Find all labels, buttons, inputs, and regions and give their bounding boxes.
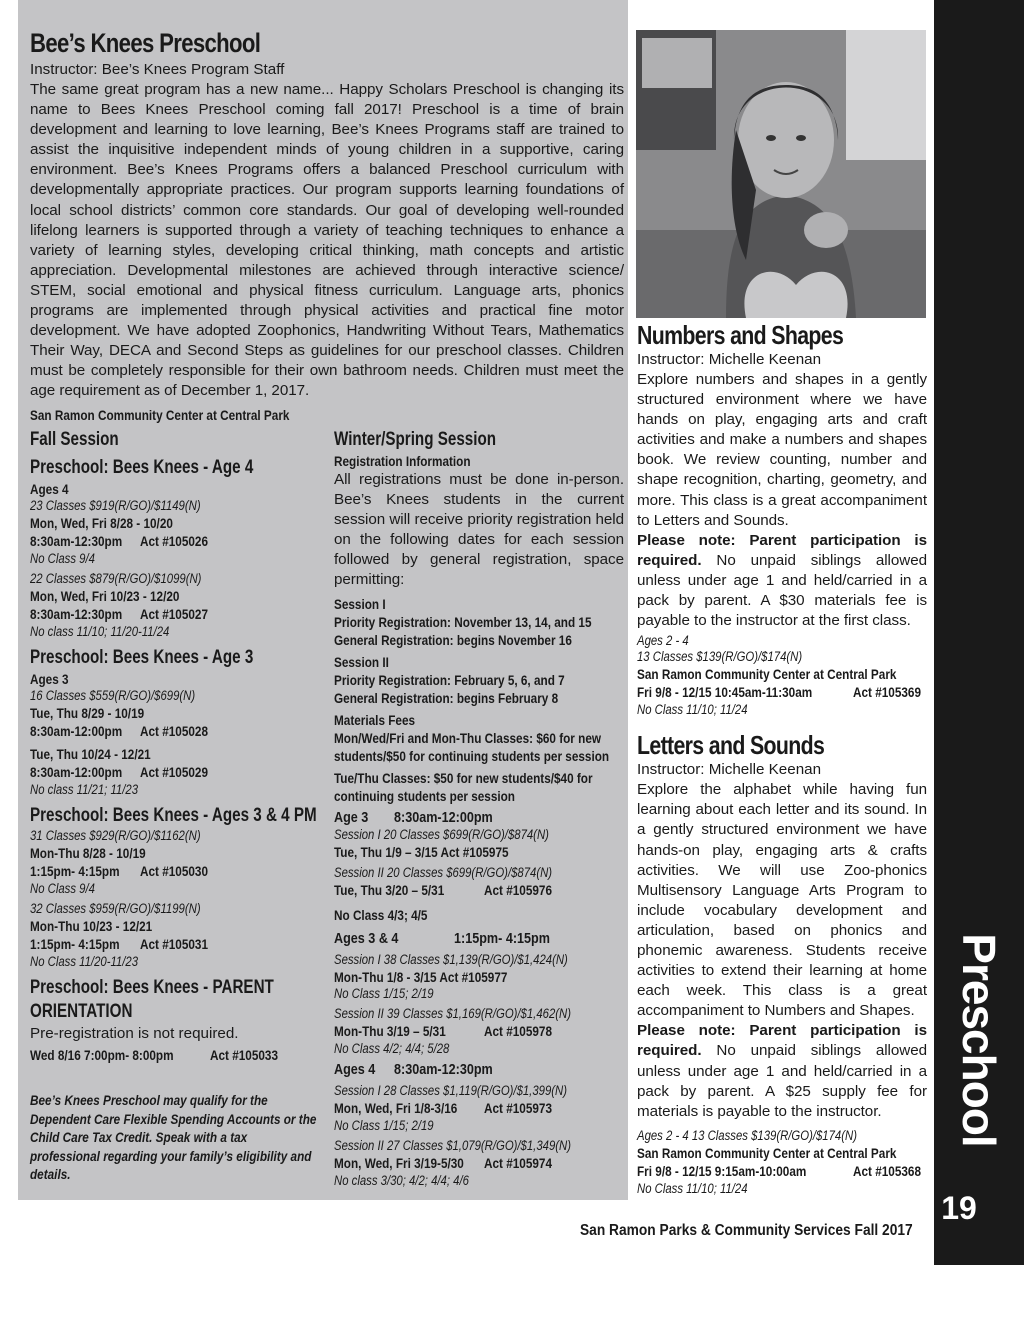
letters-no-class: No Class 11/10; 11/24 xyxy=(637,1180,748,1196)
page-number: 19 xyxy=(941,1190,977,1226)
w-age34-s2-classes: Session II 39 Classes $1,169(R/GO)/$1,462(N) xyxy=(334,1005,571,1021)
w-age3-s2-row xyxy=(334,881,624,900)
age34pm-s2-days: Mon-Thu 10/23 - 12/21 xyxy=(30,918,153,934)
letters-ages-classes: Ages 2 - 4 13 Classes $139(R/GO)/$174(N) xyxy=(637,1127,857,1143)
w-age4-s1-note: No Class 1/15; 2/19 xyxy=(334,1117,434,1133)
age3-s1-time: 8:30am-12:00pm xyxy=(30,723,123,739)
age4-s1-days: Mon, Wed, Fri 8/28 - 10/20 xyxy=(30,515,173,531)
age34pm-s2-act: Act #105031 xyxy=(140,936,209,952)
w-age3-s1-classes: Session I 20 Classes $699(R/GO)/$874(N) xyxy=(334,826,549,842)
letters-instructor: Instructor: Michelle Keenan xyxy=(637,761,822,779)
numbers-location: San Ramon Community Center at Central Park xyxy=(637,666,897,683)
fees-tt-2: continuing students per session xyxy=(334,787,515,804)
w-age34-time: 1:15pm- 4:15pm xyxy=(454,929,550,947)
letters-act: Act #105368 xyxy=(853,1162,922,1179)
orientation-note: Pre-registration is not required. xyxy=(30,1025,239,1042)
w-age3-time: 8:30am-12:00pm xyxy=(394,808,493,826)
main-instructor: Instructor: Bee’s Knees Program Staff xyxy=(30,61,285,78)
winter-session xyxy=(334,428,624,1189)
fees-mwf-1: Mon/Wed/Fri and Mon-Thu Classes: $60 for new xyxy=(334,729,602,746)
age34pm-s1-days: Mon-Thu 8/28 - 10/19 xyxy=(30,845,146,861)
w-age3-no-class: No Class 4/3; 4/5 xyxy=(334,906,428,923)
fees-mwf-2: students/$50 for continuing students per session xyxy=(334,747,610,764)
w-age34-s2-days: Mon-Thu 3/19 – 5/31 xyxy=(334,1022,446,1039)
w-age4-time: 8:30am-12:30pm xyxy=(394,1060,493,1078)
age3-s2-days: Tue, Thu 10/24 - 12/21 xyxy=(30,746,151,762)
page-footer: San Ramon Parks & Community Services Fall 2017 xyxy=(580,1222,913,1239)
orientation-act: Act #105033 xyxy=(210,1047,279,1063)
numbers-title: Numbers and Shapes xyxy=(637,320,844,350)
w-age34-s1-note: No Class 1/15; 2/19 xyxy=(334,985,434,1001)
w-age3-s2-classes: Session II 20 Classes $699(R/GO)/$874(N) xyxy=(334,864,553,880)
age34pm-s1-classes: 31 Classes $929(R/GO)/$1162(N) xyxy=(30,828,201,843)
age4-s1-note: No Class 9/4 xyxy=(30,551,95,566)
numbers-ages: Ages 2 - 4 xyxy=(637,633,689,649)
w-age4-s2-classes: Session II 27 Classes $1,079(R/GO)/$1,349(N) xyxy=(334,1137,571,1153)
age34pm-s2-note: No Class 11/20-11/23 xyxy=(30,954,139,969)
numbers-note xyxy=(637,531,927,631)
main-location: San Ramon Community Center at Central Park xyxy=(30,406,290,423)
w-age4-s2-act: Act #105974 xyxy=(484,1154,553,1171)
letters-schedule-row xyxy=(637,1162,927,1181)
fall-heading: Fall Session xyxy=(30,429,119,450)
numbers-schedule-row xyxy=(637,683,927,702)
numbers-classes: 13 Classes $139(R/GO)/$174(N) xyxy=(637,649,803,665)
letters-schedule: Fri 9/8 - 12/15 9:15am-10:00am xyxy=(637,1162,807,1179)
letters-note-bold: Please note: Parent participation is required. xyxy=(637,1022,927,1060)
numbers-note-bold: Please note: Parent participation is required. xyxy=(637,531,927,569)
w-age4-s1-row xyxy=(334,1099,624,1118)
age3-s2-time: 8:30am-12:00pm xyxy=(30,764,123,780)
w-age4-s1-days: Mon, Wed, Fri 1/8-3/16 xyxy=(334,1099,458,1116)
age3-s1-time-row xyxy=(30,722,320,741)
age4-s2-days: Mon, Wed, Fri 10/23 - 12/20 xyxy=(30,588,180,604)
main-title: Bee’s Knees Preschool xyxy=(30,28,261,58)
numbers-act: Act #105369 xyxy=(853,684,922,701)
age34pm-s1-act: Act #105030 xyxy=(140,863,209,879)
orientation-title-1: Preschool: Bees Knees - PARENT xyxy=(30,977,274,998)
reg-heading: Registration Information xyxy=(334,453,471,469)
child-photo xyxy=(636,30,926,318)
orientation-title-2: ORIENTATION xyxy=(30,1001,133,1022)
age3-ages: Ages 3 xyxy=(30,671,69,687)
age34pm-title: Preschool: Bees Knees - Ages 3 & 4 PM xyxy=(30,805,317,826)
age4-s1-classes: 23 Classes $919(R/GO)/$1149(N) xyxy=(30,498,201,513)
w-age4-s2-note: No class 3/30; 4/2; 4/4; 4/6 xyxy=(334,1172,469,1188)
age3-header-row xyxy=(334,809,624,827)
w-age34-s2-note: No Class 4/2; 4/4; 5/28 xyxy=(334,1040,450,1056)
session2-priority: Priority Registration: February 5, 6, and 7 xyxy=(334,671,565,688)
numbers-schedule: Fri 9/8 - 12/15 10:45am-11:30am xyxy=(637,684,813,701)
numbers-note-rest: No unpaid siblings allowed unless under age 1 and held/carried in a pack by parent. A $30 materials fee is payable to the instructor at the first class. xyxy=(637,551,927,630)
w-age3-s2-act: Act #105976 xyxy=(484,881,553,898)
orientation-row xyxy=(30,1046,320,1065)
orientation-date: Wed 8/16 7:00pm- 8:00pm xyxy=(30,1047,174,1063)
age3-s1-days: Tue, Thu 8/29 - 10/19 xyxy=(30,705,145,721)
winter-heading: Winter/Spring Session xyxy=(334,429,497,450)
w-age34-s2-row xyxy=(334,1022,624,1041)
fees-heading: Materials Fees xyxy=(334,711,416,728)
letters-note xyxy=(637,1021,927,1121)
session2-label: Session II xyxy=(334,653,389,670)
w-age4-s2-row xyxy=(334,1154,624,1173)
age34-header-row xyxy=(334,930,624,948)
w-age34-s1-classes: Session I 38 Classes $1,139(R/GO)/$1,424(N) xyxy=(334,951,568,967)
main-description: The same great program has a new name... Happy Scholars Preschool is changing its name to Bees Knees Preschool coming fall 2017! Preschool is a time of brain development and learning to love learning, Bee’s Knees Programs staff are trained to assist the inquisitive independent minds of young children in a supportive, caring environment. Bee’s Knees Programs offers a balanced Preschool curriculum with developmentally appropriate practices. Our program supports learning foundations of local school districts’ common core standards. Our goal of developing well-rounded lifelong learners is supported through a variety of teaching techniques to enhance a variety of learning styles, developing critical thinking, math concepts and artistic appreciation. Developmental milestones are achieved through interactive science/ STEM, social emotional and physical fitness curriculum. Language arts, phonics programs are implemented through physical activities and practical fine motor development. We have adopted Zoophonics, Handwriting Without Tears, Mathematics Their Way, DECA and Second Steps as guidelines for our preschool classes. Children must be completely responsible for their own bathroom needs. Children must meet the age requirement as of December 1, 2017. xyxy=(30,81,624,400)
letters-description: Explore the alphabet while having fun learning about each letter and its sound. In a gently structured environment we have hands-on play, engaging arts & crafts activities. We will use Zoo-phonics Multisensory Language Arts Program to include vocabulary development and articulation, based on phonics and phonemic awareness. Students receive activities to extend their learning at home each week. This class is a great accompaniment to Numbers and Shapes. xyxy=(637,781,927,1020)
age3-s1-act: Act #105028 xyxy=(140,723,209,739)
w-age4-label: Ages 4 xyxy=(334,1060,376,1078)
numbers-instructor: Instructor: Michelle Keenan xyxy=(637,351,822,368)
session1-priority: Priority Registration: November 13, 14, and 15 xyxy=(334,613,592,630)
age4-s2-time: 8:30am-12:30pm xyxy=(30,606,123,622)
age34pm-s2-time-row xyxy=(30,935,320,954)
age34pm-s1-time-row xyxy=(30,862,320,881)
numbers-description: Explore numbers and shapes in a gently structured environment where we have hands on play, engaging arts and craft activities and make a numbers and shapes book. We review counting, number and shape recognition, charting, geometry, and more. This class is a great accompaniment to Letters and Sounds. xyxy=(637,371,927,529)
w-age4-s1-classes: Session I 28 Classes $1,119(R/GO)/$1,399(N) xyxy=(334,1082,568,1098)
age4-ages: Ages 4 xyxy=(30,481,69,497)
session1-label: Session I xyxy=(334,595,386,612)
w-age3-s2-days: Tue, Thu 3/20 – 5/31 xyxy=(334,881,445,898)
age34pm-s2-time: 1:15pm- 4:15pm xyxy=(30,936,120,952)
fall-session xyxy=(30,428,320,1184)
child-photo-illustration xyxy=(636,30,926,318)
main-article xyxy=(30,26,624,424)
fees-tt-1: Tue/Thu Classes: $50 for new students/$40 for xyxy=(334,769,593,786)
age4-title: Preschool: Bees Knees - Age 4 xyxy=(30,457,254,478)
section-label: Preschool xyxy=(953,933,1005,1147)
w-age4-s1-act: Act #105973 xyxy=(484,1099,553,1116)
age4-s2-act: Act #105027 xyxy=(140,606,209,622)
reg-text: All registrations must be done in-person. Bee’s Knees students in the current session will receive priority registration held on the following dates for each session followed by general registration, space permitting: xyxy=(334,471,624,589)
age3-s1-classes: 16 Classes $559(R/GO)/$699(N) xyxy=(30,688,196,703)
tax-note: Bee’s Knees Preschool may qualify for the Dependent Care Flexible Spending Accounts or the Child Care Tax Credit. Speak with a tax professional regarding your family’s eligibility and details. xyxy=(30,1092,317,1182)
w-age34-label: Ages 3 & 4 xyxy=(334,929,399,947)
w-age4-s2-days: Mon, Wed, Fri 3/19-5/30 xyxy=(334,1154,464,1171)
age34pm-s2-classes: 32 Classes $959(R/GO)/$1199(N) xyxy=(30,901,201,916)
w-age3-s1-days: Tue, Thu 1/9 – 3/15 Act #105975 xyxy=(334,843,509,860)
numbers-no-class: No Class 11/10; 11/24 xyxy=(637,702,748,718)
age4-s2-time-row xyxy=(30,605,320,624)
right-column xyxy=(637,320,927,1197)
age3-s2-note: No class 11/21; 11/23 xyxy=(30,782,139,797)
w-age3-label: Age 3 xyxy=(334,808,369,826)
age4-s1-time: 8:30am-12:30pm xyxy=(30,533,123,549)
w-age34-s1-days: Mon-Thu 1/8 - 3/15 Act #105977 xyxy=(334,968,508,985)
age3-title: Preschool: Bees Knees - Age 3 xyxy=(30,647,254,668)
age4-s2-note: No class 11/10; 11/20-11/24 xyxy=(30,624,170,639)
age3-s2-time-row xyxy=(30,763,320,782)
age34pm-s1-time: 1:15pm- 4:15pm xyxy=(30,863,120,879)
letters-title: Letters and Sounds xyxy=(637,730,825,761)
w-age34-s2-act: Act #105978 xyxy=(484,1022,553,1039)
letters-location: San Ramon Community Center at Central Park xyxy=(637,1144,897,1161)
age4-s1-time-row xyxy=(30,532,320,551)
session1-general: General Registration: begins November 16 xyxy=(334,631,572,648)
age4-s1-act: Act #105026 xyxy=(140,533,209,549)
age34pm-s1-note: No Class 9/4 xyxy=(30,881,95,896)
age3-s2-act: Act #105029 xyxy=(140,764,209,780)
letters-note-rest: No unpaid siblings allowed unless under age 1 and held/carried in a pack by parent. A $25 supply fee for materials is payable to the instructor. xyxy=(637,1042,927,1120)
session2-general: General Registration: begins February 8 xyxy=(334,689,559,706)
age4-header-row xyxy=(334,1061,624,1079)
age4-s2-classes: 22 Classes $879(R/GO)/$1099(N) xyxy=(30,571,202,586)
